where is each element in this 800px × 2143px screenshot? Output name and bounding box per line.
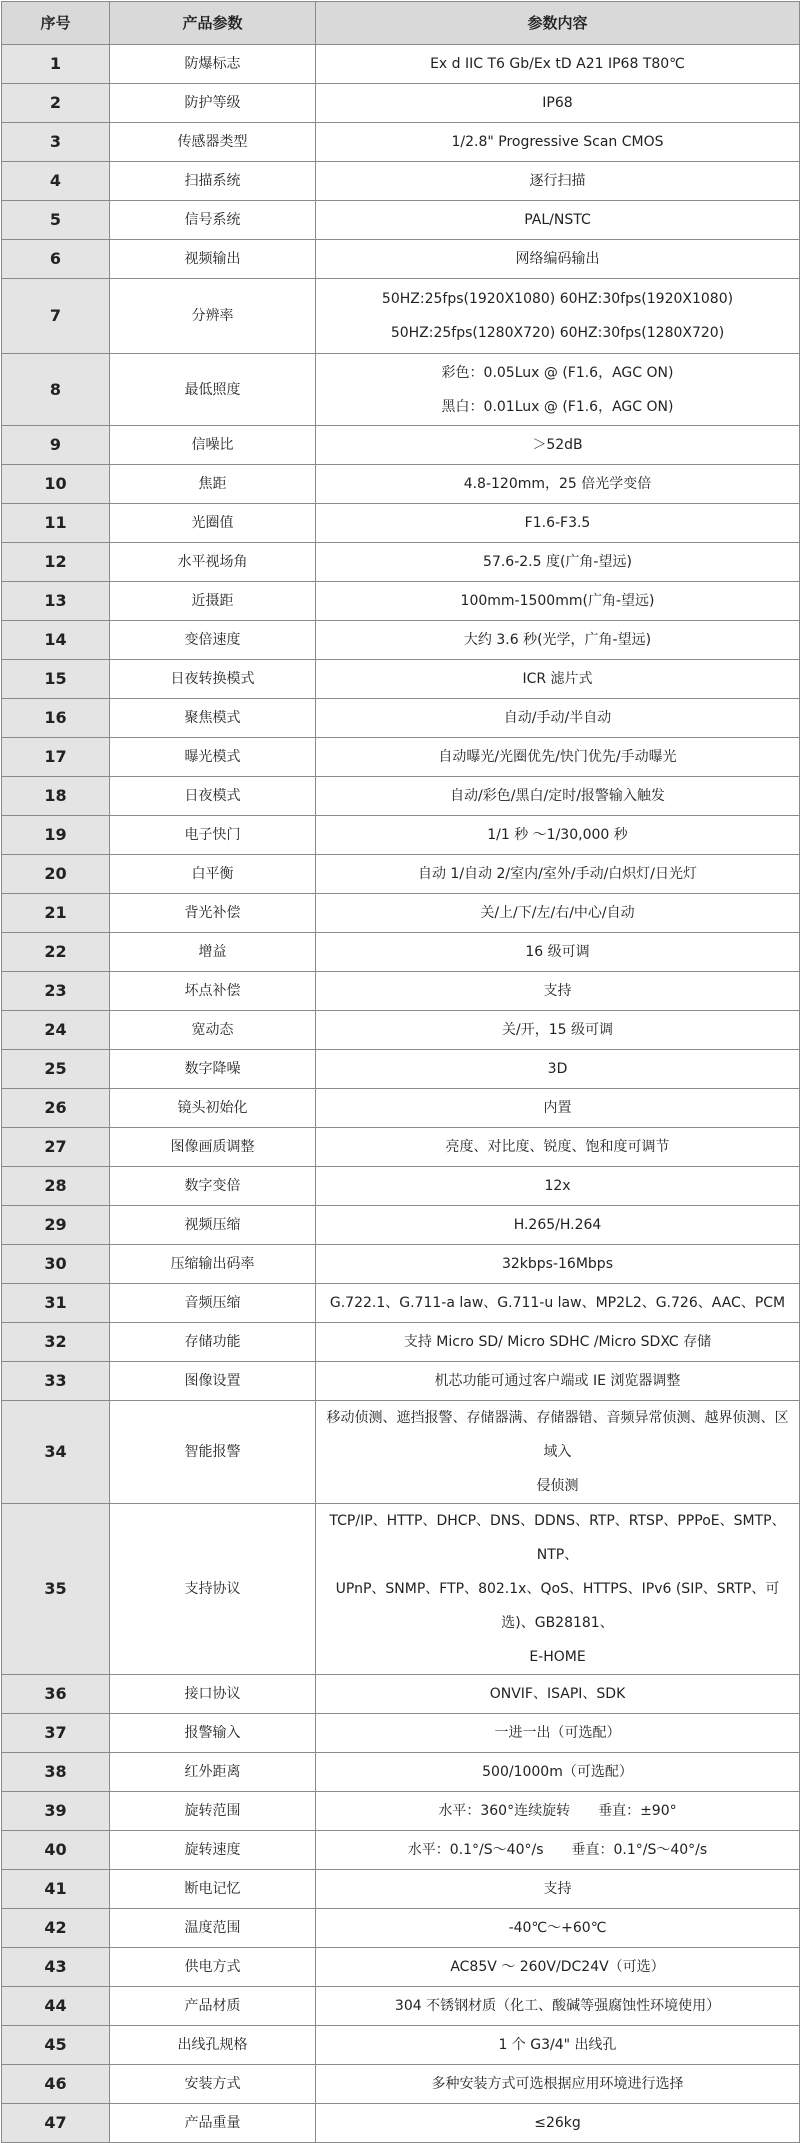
row-index: 15	[2, 660, 110, 699]
row-index: 46	[2, 2065, 110, 2104]
value-line: 彩色：0.05Lux @ (F1.6，AGC ON)	[441, 364, 674, 381]
param-name: 报警输入	[110, 1714, 316, 1753]
value-line: 16 级可调	[525, 944, 590, 960]
row-index: 39	[2, 1792, 110, 1831]
row-index: 22	[2, 933, 110, 972]
row-index: 35	[2, 1504, 110, 1675]
param-name: 接口协议	[110, 1675, 316, 1714]
param-value	[316, 2065, 800, 2104]
param-value	[316, 777, 800, 816]
param-value	[316, 45, 800, 84]
row-index: 5	[2, 201, 110, 240]
row-index: 16	[2, 699, 110, 738]
param-name: 传感器类型	[110, 123, 316, 162]
value-line: -40℃～+60℃	[508, 1920, 607, 1936]
table-row	[2, 1011, 800, 1050]
table-row	[2, 45, 800, 84]
table-row	[2, 933, 800, 972]
param-name: 数字变倍	[110, 1167, 316, 1206]
row-index: 2	[2, 84, 110, 123]
table-row	[2, 816, 800, 855]
value-line: 32kbps-16Mbps	[501, 1256, 613, 1272]
spec-table	[1, 1, 800, 2143]
param-name: 产品重量	[110, 2104, 316, 2143]
param-value	[316, 1504, 800, 1675]
param-name: 支持协议	[110, 1504, 316, 1675]
value-line: 支持	[543, 983, 572, 999]
table-row	[2, 504, 800, 543]
header-index: 序号	[2, 2, 110, 45]
table-row	[2, 621, 800, 660]
param-value	[316, 1675, 800, 1714]
row-index: 4	[2, 162, 110, 201]
table-row	[2, 1504, 800, 1675]
param-name: 防爆标志	[110, 45, 316, 84]
value-line: 关/上/下/左/右/中心/自动	[480, 905, 635, 921]
param-value	[316, 1128, 800, 1167]
table-row	[2, 1831, 800, 1870]
table-row	[2, 1245, 800, 1284]
row-index: 19	[2, 816, 110, 855]
param-value	[316, 582, 800, 621]
value-line: 57.6-2.5 度(广角-望远)	[483, 554, 632, 570]
param-name: 音频压缩	[110, 1284, 316, 1323]
param-value	[316, 660, 800, 699]
param-name: 安装方式	[110, 2065, 316, 2104]
param-value	[316, 1987, 800, 2026]
value-line: AC85V ～ 260V/DC24V（可选）	[450, 1959, 665, 1975]
param-value	[316, 699, 800, 738]
row-index: 25	[2, 1050, 110, 1089]
value-line: 1/1 秒 ～1/30,000 秒	[487, 827, 628, 843]
table-row	[2, 240, 800, 279]
row-index: 11	[2, 504, 110, 543]
param-name: 红外距离	[110, 1753, 316, 1792]
param-value	[316, 2026, 800, 2065]
param-name: 背光补偿	[110, 894, 316, 933]
table-row	[2, 1675, 800, 1714]
table-row	[2, 2065, 800, 2104]
row-index: 24	[2, 1011, 110, 1050]
value-line: 多种安装方式可选根据应用环境进行选择	[431, 2076, 684, 2092]
param-value	[316, 1831, 800, 1870]
param-value	[316, 504, 800, 543]
row-index: 3	[2, 123, 110, 162]
param-name: 数字降噪	[110, 1050, 316, 1089]
param-value	[316, 1948, 800, 1987]
table-row	[2, 1089, 800, 1128]
table-row	[2, 1284, 800, 1323]
table-row	[2, 1987, 800, 2026]
table-row	[2, 1870, 800, 1909]
row-index: 30	[2, 1245, 110, 1284]
param-value	[316, 1323, 800, 1362]
param-name: 防护等级	[110, 84, 316, 123]
row-index: 36	[2, 1675, 110, 1714]
value-line: 水平：360°连续旋转 垂直：±90°	[438, 1803, 677, 1819]
row-index: 1	[2, 45, 110, 84]
row-index: 10	[2, 465, 110, 504]
value-line: 自动/手动/半自动	[503, 710, 612, 726]
param-value	[316, 1792, 800, 1831]
row-index: 28	[2, 1167, 110, 1206]
param-name: 电子快门	[110, 816, 316, 855]
value-line: 1 个 G3/4" 出线孔	[498, 2037, 617, 2053]
param-value	[316, 123, 800, 162]
param-name: 视频压缩	[110, 1206, 316, 1245]
value-line: 移动侦测、遮挡报警、存储器满、存储器错、音频异常侦测、越界侦测、区域入	[326, 1410, 789, 1460]
row-index: 38	[2, 1753, 110, 1792]
value-line: ＞52dB	[532, 437, 583, 453]
value-line: 网络编码输出	[515, 251, 600, 267]
param-value	[316, 816, 800, 855]
value-line: 50HZ:25fps(1280X720) 60HZ:30fps(1280X720)	[390, 325, 725, 341]
param-value	[316, 1089, 800, 1128]
value-line: Ex d IIC T6 Gb/Ex tD A21 IP68 T80℃	[430, 56, 685, 72]
param-value	[316, 1245, 800, 1284]
table-row	[2, 1362, 800, 1401]
param-value	[316, 465, 800, 504]
param-value	[316, 1050, 800, 1089]
table-row	[2, 855, 800, 894]
table-row	[2, 2104, 800, 2143]
value-line: 黑白：0.01Lux @ (F1.6，AGC ON)	[441, 398, 674, 415]
value-line: 逐行扫描	[529, 173, 586, 189]
row-index: 26	[2, 1089, 110, 1128]
param-value	[316, 1714, 800, 1753]
value-line: 支持	[543, 1881, 572, 1897]
row-index: 13	[2, 582, 110, 621]
param-value	[316, 972, 800, 1011]
value-line: 500/1000m（可选配）	[482, 1764, 633, 1780]
param-value	[316, 1167, 800, 1206]
param-value	[316, 933, 800, 972]
param-name: 镜头初始化	[110, 1089, 316, 1128]
row-index: 31	[2, 1284, 110, 1323]
value-line: 大约 3.6 秒(光学，广角-望远)	[463, 632, 652, 648]
value-line: TCP/IP、HTTP、DHCP、DNS、DDNS、RTP、RTSP、PPPoE、SMTP、NTP、	[329, 1513, 786, 1563]
param-value	[316, 543, 800, 582]
param-name: 变倍速度	[110, 621, 316, 660]
param-name: 存储功能	[110, 1323, 316, 1362]
row-index: 23	[2, 972, 110, 1011]
value-line: IP68	[542, 95, 573, 111]
row-index: 37	[2, 1714, 110, 1753]
value-line: 自动 1/自动 2/室内/室外/手动/白炽灯/日光灯	[417, 866, 697, 882]
table-row	[2, 972, 800, 1011]
table-row	[2, 1128, 800, 1167]
table-row	[2, 777, 800, 816]
param-value	[316, 894, 800, 933]
table-row	[2, 1714, 800, 1753]
header-row	[2, 2, 800, 45]
table-row	[2, 1401, 800, 1504]
value-line: F1.6-F3.5	[524, 515, 591, 531]
row-index: 18	[2, 777, 110, 816]
row-index: 17	[2, 738, 110, 777]
value-line: 自动/彩色/黑白/定时/报警输入触发	[450, 788, 665, 804]
table-row	[2, 84, 800, 123]
table-row	[2, 1206, 800, 1245]
value-line: 水平：0.1°/S～40°/s 垂直：0.1°/S～40°/s	[407, 1842, 708, 1858]
param-name: 旋转速度	[110, 1831, 316, 1870]
param-name: 断电记忆	[110, 1870, 316, 1909]
param-name: 温度范围	[110, 1909, 316, 1948]
param-name: 焦距	[110, 465, 316, 504]
row-index: 41	[2, 1870, 110, 1909]
param-name: 旋转范围	[110, 1792, 316, 1831]
param-value	[316, 2104, 800, 2143]
row-index: 34	[2, 1401, 110, 1504]
param-name: 出线孔规格	[110, 2026, 316, 2065]
table-row	[2, 465, 800, 504]
value-line: 一进一出（可选配）	[494, 1725, 621, 1741]
row-index: 44	[2, 1987, 110, 2026]
value-line: 3D	[547, 1061, 568, 1077]
value-line: 亮度、对比度、锐度、饱和度可调节	[445, 1139, 670, 1155]
param-name: 图像画质调整	[110, 1128, 316, 1167]
value-line: 100mm-1500mm(广角-望远)	[460, 593, 655, 609]
row-index: 43	[2, 1948, 110, 1987]
param-name: 曝光模式	[110, 738, 316, 777]
row-index: 12	[2, 543, 110, 582]
value-line: 侵侦测	[536, 1478, 579, 1494]
param-value	[316, 1011, 800, 1050]
value-line: 304 不锈钢材质（化工、酸碱等强腐蚀性环境使用）	[394, 1998, 721, 2014]
param-name: 压缩输出码率	[110, 1245, 316, 1284]
value-line: 自动曝光/光圈优先/快门优先/手动曝光	[438, 749, 677, 765]
table-row	[2, 1948, 800, 1987]
header-content: 参数内容	[316, 2, 800, 45]
param-value	[316, 1753, 800, 1792]
value-line: ICR 滤片式	[522, 671, 593, 687]
param-value	[316, 84, 800, 123]
param-value	[316, 240, 800, 279]
row-index: 29	[2, 1206, 110, 1245]
row-index: 7	[2, 279, 110, 354]
table-row	[2, 660, 800, 699]
row-index: 14	[2, 621, 110, 660]
param-name: 扫描系统	[110, 162, 316, 201]
table-row	[2, 894, 800, 933]
param-value	[316, 1401, 800, 1504]
header-param: 产品参数	[110, 2, 316, 45]
table-row	[2, 354, 800, 426]
value-line: 关/开，15 级可调	[502, 1022, 613, 1038]
row-index: 45	[2, 2026, 110, 2065]
param-value	[316, 738, 800, 777]
param-name: 日夜模式	[110, 777, 316, 816]
table-row	[2, 1753, 800, 1792]
table-row	[2, 1050, 800, 1089]
param-value	[316, 426, 800, 465]
value-line: H.265/H.264	[513, 1217, 602, 1233]
param-name: 水平视场角	[110, 543, 316, 582]
param-name: 光圈值	[110, 504, 316, 543]
value-line: ONVIF、ISAPI、SDK	[489, 1686, 626, 1702]
value-line: UPnP、SNMP、FTP、802.1x、QoS、HTTPS、IPv6 (SIP、SRTP、可选)、GB28181、	[335, 1581, 780, 1631]
value-line: 50HZ:25fps(1920X1080) 60HZ:30fps(1920X1080)	[381, 291, 734, 307]
param-name: 图像设置	[110, 1362, 316, 1401]
value-line: 内置	[543, 1100, 572, 1116]
param-value	[316, 1362, 800, 1401]
value-line: E-HOME	[529, 1649, 586, 1665]
value-line: ≤26kg	[534, 2115, 581, 2131]
table-row	[2, 738, 800, 777]
param-value	[316, 354, 800, 426]
param-value	[316, 1284, 800, 1323]
table-row	[2, 1323, 800, 1362]
param-name: 信噪比	[110, 426, 316, 465]
param-name: 视频输出	[110, 240, 316, 279]
value-line: 机芯功能可通过客户端或 IE 浏览器调整	[434, 1373, 681, 1389]
value-line: 1/2.8" Progressive Scan CMOS	[451, 134, 664, 150]
table-row	[2, 123, 800, 162]
table-row	[2, 1167, 800, 1206]
value-line: 4.8-120mm，25 倍光学变倍	[463, 476, 652, 492]
value-line: PAL/NSTC	[524, 212, 591, 228]
param-name: 产品材质	[110, 1987, 316, 2026]
param-value	[316, 162, 800, 201]
param-value	[316, 1206, 800, 1245]
table-row	[2, 582, 800, 621]
param-name: 日夜转换模式	[110, 660, 316, 699]
row-index: 20	[2, 855, 110, 894]
param-name: 坏点补偿	[110, 972, 316, 1011]
value-line: 支持 Micro SD/ Micro SDHC /Micro SDXC 存储	[403, 1334, 712, 1350]
row-index: 47	[2, 2104, 110, 2143]
param-name: 分辨率	[110, 279, 316, 354]
table-row	[2, 2026, 800, 2065]
row-index: 6	[2, 240, 110, 279]
table-row	[2, 201, 800, 240]
param-name: 增益	[110, 933, 316, 972]
param-name: 白平衡	[110, 855, 316, 894]
row-index: 42	[2, 1909, 110, 1948]
param-value	[316, 201, 800, 240]
param-value	[316, 1909, 800, 1948]
table-row	[2, 426, 800, 465]
param-name: 信号系统	[110, 201, 316, 240]
value-line: G.722.1、G.711-a law、G.711-u law、MP2L2、G.726、AAC、PCM	[329, 1295, 786, 1311]
param-value	[316, 279, 800, 354]
value-line: 12x	[544, 1178, 571, 1194]
row-index: 27	[2, 1128, 110, 1167]
param-name: 近摄距	[110, 582, 316, 621]
row-index: 8	[2, 354, 110, 426]
param-name: 聚焦模式	[110, 699, 316, 738]
param-value	[316, 855, 800, 894]
table-row	[2, 1792, 800, 1831]
table-row	[2, 279, 800, 354]
row-index: 9	[2, 426, 110, 465]
param-name: 宽动态	[110, 1011, 316, 1050]
spec-body	[2, 45, 800, 2143]
param-value	[316, 621, 800, 660]
table-row	[2, 699, 800, 738]
table-row	[2, 543, 800, 582]
table-row	[2, 162, 800, 201]
row-index: 21	[2, 894, 110, 933]
param-value	[316, 1870, 800, 1909]
row-index: 33	[2, 1362, 110, 1401]
row-index: 40	[2, 1831, 110, 1870]
row-index: 32	[2, 1323, 110, 1362]
param-name: 智能报警	[110, 1401, 316, 1504]
table-row	[2, 1909, 800, 1948]
param-name: 供电方式	[110, 1948, 316, 1987]
param-name: 最低照度	[110, 354, 316, 426]
